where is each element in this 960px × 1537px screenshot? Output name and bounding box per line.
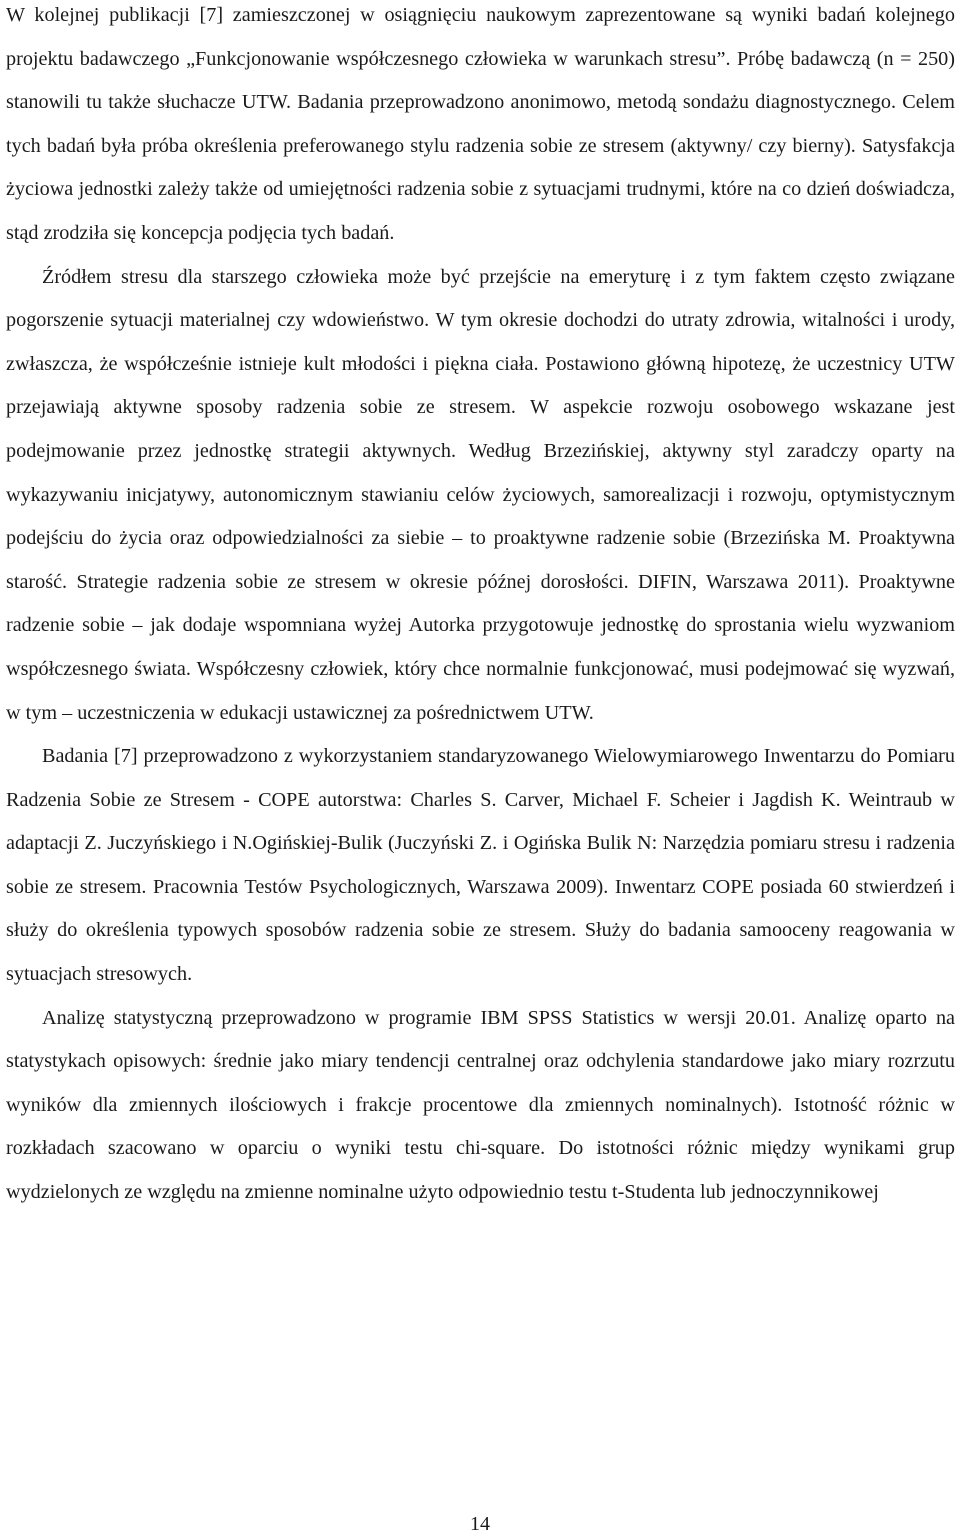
paragraph-1: W kolejnej publikacji [7] zamieszczonej w osiągnięciu naukowym zaprezentowane są wyniki badań kolejnego projektu badawczego „Funkcjonowanie współczesnego człowieka w warunkach stresu”. Próbę badawczą (n = 250) stanowili tu także słuchacze UTW. Badania przeprowadzono anonimowo, metodą sondażu diagnostycznego. Celem tych badań była próba określenia preferowanego stylu radzenia sobie ze stresem (aktywny/ czy bierny). Satysfakcja życiowa jednostki zależy także od umiejętności radzenia sobie z sytuacjami trudnymi, które na co dzień doświadcza, stąd zrodziła się koncepcja podjęcia tych badań. — [6, 4, 955, 244]
page-number: 14 — [470, 1513, 490, 1535]
paragraph-2: Źródłem stresu dla starszego człowieka może być przejście na emeryturę i z tym faktem często związane pogorszenie sytuacji materialnej czy wdowieństwo. W tym okresie dochodzi do utraty zdrowia, witalności i urody, zwłaszcza, że współcześnie istnieje kult młodości i piękna ciała. Postawiono główną hipotezę, że uczestnicy UTW przejawiają aktywne sposoby radzenia sobie ze stresem. W aspekcie rozwoju osobowego wskazane jest podejmowanie przez jednostkę strategii aktywnych. Według Brzezińskiej, aktywny styl zaradczy oparty na wykazywaniu inicjatywy, autonomicznym stawianiu celów życiowych, samorealizacji i rozwoju, optymistycznym podejściu do życia oraz odpowiedzialności za siebie – to proaktywne radzenie sobie (Brzezińska M. Proaktywna starość. Strategie radzenia sobie ze stresem w okresie późnej dorosłości. DIFIN, Warszawa 2011). Proaktywne radzenie sobie – jak dodaje wspomniana wyżej Autorka przygotowuje jednostkę do sprostania wielu wyzwaniom współczesnego świata. Współczesny człowiek, który chce normalnie funkcjonować, musi podejmować się wyzwań, w tym – uczestniczenia w edukacji ustawicznej za pośrednictwem UTW. — [6, 265, 955, 724]
paragraph-3: Badania [7] przeprowadzono z wykorzystaniem standaryzowanego Wielowymiarowego Inwentarzu do Pomiaru Radzenia Sobie ze Stresem - COPE autorstwa: Charles S. Carver, Michael F. Scheier i Jagdish K. Weintraub w adaptacji Z. Juczyńskiego i N.Ogińskiej-Bulik (Juczyński Z. i Ogińska Bulik N: Narzędzia pomiaru stresu i radzenia sobie ze stresem. Pracownia Testów Psychologicznych, Warszawa 2009). Inwentarz COPE posiada 60 stwierdzeń i służy do określenia typowych sposobów radzenia sobie ze stresem. Służy do badania samooceny reagowania w sytuacjach stresowych. — [6, 745, 955, 986]
paragraph-4: Analizę statystyczną przeprowadzono w programie IBM SPSS Statistics w wersji 20.01. Analizę oparto na statystykach opisowych: średnie jako miary tendencji centralnej oraz odchylenia standardowe jako miary rozrzutu wyników dla zmiennych ilościowych i frakcje procentowe dla zmiennych nominalnych). Istotność różnic w rozkładach szacowano w oparciu o wyniki testu chi-square. Do istotności różnic między wynikami grup wydzielonych ze względu na zmienne nominalne użyto odpowiednio testu t-Studenta lub jednoczynnikowej — [6, 1006, 955, 1204]
document-page — [6, 0, 955, 1215]
